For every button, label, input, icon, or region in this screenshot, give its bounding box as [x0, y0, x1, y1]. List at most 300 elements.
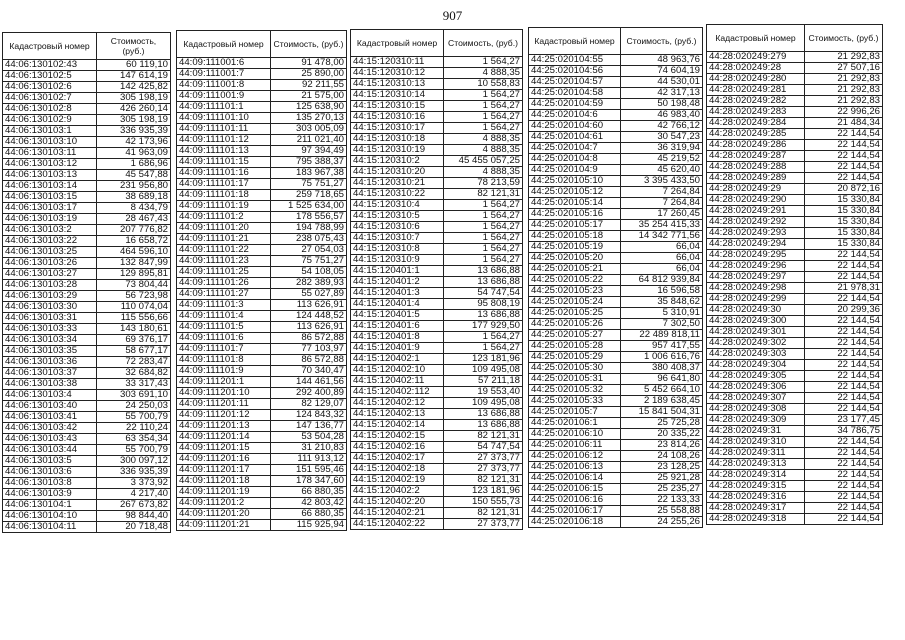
table-row	[351, 90, 523, 101]
table-row	[707, 481, 883, 492]
table-row	[707, 63, 883, 74]
table-row	[177, 509, 347, 520]
cost-value: 72 283,47	[97, 357, 171, 368]
table-row	[177, 212, 347, 223]
cadastral-number: 44:06:130103:4	[3, 390, 97, 401]
cost-value: 15 330,84	[805, 217, 883, 228]
table-row	[351, 211, 523, 222]
cadastral-number: 44:15:120310:20	[351, 167, 444, 178]
table-row	[351, 519, 523, 530]
cadastral-number: 44:28:020249:287	[707, 151, 805, 162]
cost-value: 82 129,07	[271, 399, 347, 410]
table-row	[707, 360, 883, 371]
cadastral-number: 44:15:120401:9	[351, 343, 444, 354]
cadastral-number: 44:15:120402:19	[351, 475, 444, 486]
table-row	[707, 349, 883, 360]
table-row	[529, 143, 703, 154]
table-row	[529, 385, 703, 396]
table-row	[707, 250, 883, 261]
cost-value: 22 144,54	[805, 492, 883, 503]
cost-value: 82 121,31	[444, 475, 523, 486]
table-row	[351, 189, 523, 200]
cost-value: 14 342 771,56	[621, 231, 703, 242]
cost-value: 66,04	[621, 242, 703, 253]
cadastral-number: 44:09:111201:1	[177, 377, 271, 388]
table-row	[707, 74, 883, 85]
cost-value: 64 812 939,84	[621, 275, 703, 286]
cost-value: 305 198,19	[97, 115, 171, 126]
table-row	[351, 68, 523, 79]
cadastral-number: 44:25:020106:11	[529, 440, 621, 451]
cost-value: 3 373,92	[97, 478, 171, 489]
cadastral-number: 44:15:120402:21	[351, 508, 444, 519]
cost-value: 22 144,54	[805, 459, 883, 470]
table-row	[177, 146, 347, 157]
table-row	[707, 492, 883, 503]
cost-value: 82 121,31	[444, 189, 523, 200]
table-row	[707, 404, 883, 415]
cadastral-number: 44:06:130103:40	[3, 401, 97, 412]
cost-value: 22 144,54	[805, 250, 883, 261]
cadastral-number: 44:28:020249:280	[707, 74, 805, 85]
table-row	[3, 258, 171, 269]
cost-value: 7 302,50	[621, 319, 703, 330]
cadastral-number: 44:15:120401:4	[351, 299, 444, 310]
table-row	[351, 508, 523, 519]
cost-value: 25 235,27	[621, 484, 703, 495]
cadastral-number: 44:25:020106:17	[529, 506, 621, 517]
cost-value: 28 467,43	[97, 214, 171, 225]
cadastral-number: 44:28:020249:316	[707, 492, 805, 503]
cost-value: 957 417,55	[621, 341, 703, 352]
table-row	[529, 330, 703, 341]
cost-value: 211 021,40	[271, 135, 347, 146]
table-row	[707, 294, 883, 305]
cost-value: 1 564,27	[444, 233, 523, 244]
cost-value: 27 373,77	[444, 519, 523, 530]
cost-value: 34 786,75	[805, 426, 883, 437]
table-row	[177, 190, 347, 201]
table-row	[177, 234, 347, 245]
cost-value: 22 996,26	[805, 107, 883, 118]
table-row	[177, 91, 347, 102]
cadastral-number: 44:06:130103:28	[3, 280, 97, 291]
table-row	[351, 244, 523, 255]
header-cadastral: Кадастровый номер	[351, 30, 444, 57]
cost-value: 109 495,08	[444, 398, 523, 409]
table-row	[177, 58, 347, 69]
cadastral-number: 44:09:111101:16	[177, 168, 271, 179]
table-row	[177, 135, 347, 146]
cadastral-number: 44:09:111201:11	[177, 399, 271, 410]
cadastral-number: 44:15:120310:16	[351, 112, 444, 123]
cadastral-number: 44:09:111101:12	[177, 135, 271, 146]
cadastral-number: 44:09:111201:10	[177, 388, 271, 399]
table-row	[177, 124, 347, 135]
cadastral-number: 44:09:111101:4	[177, 311, 271, 322]
cost-value: 45 455 057,25	[444, 156, 523, 167]
cost-value: 60 119,10	[97, 60, 171, 71]
table-row	[177, 168, 347, 179]
table-row	[351, 365, 523, 376]
table-row	[707, 107, 883, 118]
cost-value: 7 264,84	[621, 198, 703, 209]
table-row	[529, 473, 703, 484]
cost-value: 27 054,03	[271, 245, 347, 256]
cost-value: 25 921,28	[621, 473, 703, 484]
cost-value: 25 890,00	[271, 69, 347, 80]
cadastral-number: 44:25:020106:16	[529, 495, 621, 506]
cadastral-number: 44:25:020104:57	[529, 77, 621, 88]
table-row	[529, 176, 703, 187]
table-row	[529, 275, 703, 286]
header-cost: Стоимость, (руб.)	[805, 25, 883, 52]
table-row	[351, 475, 523, 486]
cost-value: 22 144,54	[805, 327, 883, 338]
cadastral-number: 44:06:130104:11	[3, 522, 97, 533]
table-row	[529, 99, 703, 110]
cadastral-number: 44:15:120402:1	[351, 354, 444, 365]
table-row	[177, 421, 347, 432]
cadastral-number: 44:09:111101:20	[177, 223, 271, 234]
table-row	[529, 429, 703, 440]
table-row	[707, 129, 883, 140]
cadastral-number: 44:25:020105:28	[529, 341, 621, 352]
table-row	[529, 253, 703, 264]
cost-value: 151 595,46	[271, 465, 347, 476]
cadastral-number: 44:06:130103:41	[3, 412, 97, 423]
cost-value: 73 804,44	[97, 280, 171, 291]
cadastral-number: 44:28:020249:290	[707, 195, 805, 206]
cost-value: 1 564,27	[444, 57, 523, 68]
cadastral-number: 44:15:120402:14	[351, 420, 444, 431]
cadastral-number: 44:25:020106:12	[529, 451, 621, 462]
table-row	[177, 69, 347, 80]
cadastral-number: 44:25:020104:59	[529, 99, 621, 110]
table-row	[351, 288, 523, 299]
cadastral-number: 44:28:020249:318	[707, 514, 805, 525]
table-row	[3, 93, 171, 104]
table-row	[3, 401, 171, 412]
cadastral-number: 44:28:020249:300	[707, 316, 805, 327]
cost-value: 22 144,54	[805, 173, 883, 184]
table-row	[529, 77, 703, 88]
table-row	[707, 448, 883, 459]
cadastral-number: 44:28:020249:309	[707, 415, 805, 426]
cost-value: 22 144,54	[805, 404, 883, 415]
cost-value: 123 181,96	[444, 354, 523, 365]
cost-value: 38 689,18	[97, 192, 171, 203]
cost-value: 124 843,32	[271, 410, 347, 421]
table-row	[177, 179, 347, 190]
cost-value: 78 213,59	[444, 178, 523, 189]
table-row	[177, 487, 347, 498]
table-row	[707, 52, 883, 63]
cadastral-number: 44:15:120310:14	[351, 90, 444, 101]
table-row	[707, 272, 883, 283]
cadastral-number: 44:09:111101:15	[177, 157, 271, 168]
cadastral-number: 44:25:020105:22	[529, 275, 621, 286]
table-row	[351, 112, 523, 123]
cadastral-number: 44:25:020104:58	[529, 88, 621, 99]
table-row	[3, 126, 171, 137]
cadastral-number: 44:28:020249:305	[707, 371, 805, 382]
cost-value: 22 144,54	[805, 129, 883, 140]
cadastral-number: 44:15:120401:2	[351, 277, 444, 288]
cadastral-number: 44:28:020249:284	[707, 118, 805, 129]
cost-value: 22 144,54	[805, 272, 883, 283]
table-row	[707, 195, 883, 206]
cost-value: 22 144,54	[805, 140, 883, 151]
cost-value: 300 097,12	[97, 456, 171, 467]
table-row	[3, 159, 171, 170]
table-row	[707, 228, 883, 239]
cadastral-number: 44:06:130103:22	[3, 236, 97, 247]
cadastral-number: 44:28:020249:317	[707, 503, 805, 514]
cadastral-number: 44:09:111001:6	[177, 58, 271, 69]
cost-value: 22 144,54	[805, 437, 883, 448]
table-row	[177, 454, 347, 465]
table-row	[3, 478, 171, 489]
cost-value: 143 180,61	[97, 324, 171, 335]
table-row	[3, 291, 171, 302]
cadastral-number: 44:06:130103:2	[3, 225, 97, 236]
table-row	[351, 79, 523, 90]
cadastral-number: 44:06:130102:6	[3, 82, 97, 93]
cadastral-number: 44:09:111101:8	[177, 355, 271, 366]
cadastral-number: 44:15:120310:9	[351, 255, 444, 266]
cadastral-number: 44:25:020105:30	[529, 363, 621, 374]
cadastral-number: 44:28:020249:286	[707, 140, 805, 151]
cadastral-number: 44:06:130103:35	[3, 346, 97, 357]
cadastral-number: 44:06:130104:1	[3, 500, 97, 511]
cost-value: 13 686,88	[444, 266, 523, 277]
cost-value: 36 319,94	[621, 143, 703, 154]
table-row	[177, 322, 347, 333]
cost-value: 303 691,10	[97, 390, 171, 401]
cadastral-number: 44:15:120310:8	[351, 244, 444, 255]
cadastral-number: 44:09:111201:19	[177, 487, 271, 498]
cost-value: 1 564,27	[444, 222, 523, 233]
cost-value: 4 888,35	[444, 167, 523, 178]
cost-value: 22 144,54	[805, 162, 883, 173]
cost-value: 56 723,98	[97, 291, 171, 302]
cadastral-number: 44:25:020104:8	[529, 154, 621, 165]
table-row	[351, 409, 523, 420]
cadastral-number: 44:09:111201:12	[177, 410, 271, 421]
table-row	[3, 346, 171, 357]
cadastral-number: 44:06:130103:42	[3, 423, 97, 434]
cadastral-number: 44:06:130102:5	[3, 71, 97, 82]
table-row	[351, 299, 523, 310]
cost-value: 22 489 818,11	[621, 330, 703, 341]
cost-value: 113 626,91	[271, 300, 347, 311]
cost-value: 17 260,45	[621, 209, 703, 220]
cost-value: 22 144,54	[805, 481, 883, 492]
cadastral-number: 44:15:120402:10	[351, 365, 444, 376]
cost-value: 22 144,54	[805, 371, 883, 382]
table-row	[529, 506, 703, 517]
table-row	[3, 324, 171, 335]
cost-value: 4 217,40	[97, 489, 171, 500]
cadastral-number: 44:15:120310:13	[351, 79, 444, 90]
table-row	[351, 145, 523, 156]
table-row	[529, 451, 703, 462]
table-row	[177, 410, 347, 421]
table-row	[529, 220, 703, 231]
cost-value: 13 686,88	[444, 409, 523, 420]
cost-value: 124 448,52	[271, 311, 347, 322]
cost-value: 1 686,96	[97, 159, 171, 170]
cadastral-number: 44:28:020249:307	[707, 393, 805, 404]
cadastral-number: 44:06:130103:14	[3, 181, 97, 192]
cost-value: 96 641,80	[621, 374, 703, 385]
cadastral-number: 44:06:130102:43	[3, 60, 97, 71]
cost-value: 53 504,28	[271, 432, 347, 443]
table-row	[529, 165, 703, 176]
table-row	[351, 178, 523, 189]
cadastral-number: 44:25:020105:26	[529, 319, 621, 330]
table-row	[3, 423, 171, 434]
cost-value: 54 747,54	[444, 288, 523, 299]
table-row	[351, 57, 523, 68]
cost-value: 44 530,01	[621, 77, 703, 88]
cadastral-number: 44:15:120310:7	[351, 233, 444, 244]
cost-value: 3 395 433,50	[621, 176, 703, 187]
cadastral-number: 44:28:020249:303	[707, 349, 805, 360]
table-row	[3, 357, 171, 368]
table-row	[3, 203, 171, 214]
table-row	[351, 310, 523, 321]
cost-value: 129 895,81	[97, 269, 171, 280]
cost-value: 66 880,35	[271, 487, 347, 498]
cost-value: 20 335,22	[621, 429, 703, 440]
cost-value: 23 128,25	[621, 462, 703, 473]
cost-value: 109 495,08	[444, 365, 523, 376]
cadastral-number: 44:15:120402:17	[351, 453, 444, 464]
table-row	[3, 71, 171, 82]
cost-value: 30 547,23	[621, 132, 703, 143]
cadastral-number: 44:15:120401:5	[351, 310, 444, 321]
cadastral-table-3	[350, 29, 523, 530]
table-row	[3, 137, 171, 148]
cost-value: 125 638,90	[271, 102, 347, 113]
table-row	[177, 344, 347, 355]
cost-value: 2 189 638,45	[621, 396, 703, 407]
table-row	[3, 489, 171, 500]
cadastral-number: 44:28:020249:311	[707, 448, 805, 459]
cadastral-number: 44:15:120310:17	[351, 123, 444, 134]
table-row	[177, 201, 347, 212]
cadastral-number: 44:09:111101:6	[177, 333, 271, 344]
table-row	[177, 245, 347, 256]
cadastral-number: 44:09:111101:2	[177, 212, 271, 223]
cost-value: 1 006 616,76	[621, 352, 703, 363]
cadastral-number: 44:06:130103:38	[3, 379, 97, 390]
cadastral-number: 44:15:120401:3	[351, 288, 444, 299]
table-row	[3, 269, 171, 280]
cadastral-number: 44:25:020104:9	[529, 165, 621, 176]
table-row	[529, 264, 703, 275]
table-row	[177, 476, 347, 487]
table-row	[707, 470, 883, 481]
cadastral-number: 44:09:111001:9	[177, 91, 271, 102]
cadastral-number: 44:06:130103:44	[3, 445, 97, 456]
cost-value: 57 211,18	[444, 376, 523, 387]
header-cadastral: Кадастровый номер	[529, 28, 621, 55]
cost-value: 259 718,65	[271, 190, 347, 201]
cadastral-number: 44:06:130102:7	[3, 93, 97, 104]
cadastral-number: 44:09:111101:23	[177, 256, 271, 267]
cadastral-number: 44:06:130102:8	[3, 104, 97, 115]
cost-value: 48 963,76	[621, 55, 703, 66]
cost-value: 1 564,27	[444, 244, 523, 255]
cost-value: 464 596,10	[97, 247, 171, 258]
table-row	[529, 440, 703, 451]
cost-value: 24 250,03	[97, 401, 171, 412]
cadastral-number: 44:06:130103:25	[3, 247, 97, 258]
cost-value: 15 330,84	[805, 239, 883, 250]
cost-value: 55 700,79	[97, 445, 171, 456]
cadastral-number: 44:09:111101:17	[177, 179, 271, 190]
cost-value: 35 254 415,33	[621, 220, 703, 231]
table-row	[177, 300, 347, 311]
cost-value: 4 888,35	[444, 134, 523, 145]
cost-value: 142 425,82	[97, 82, 171, 93]
table-row	[177, 256, 347, 267]
table-row	[3, 225, 171, 236]
cost-value: 183 967,38	[271, 168, 347, 179]
cost-value: 144 461,56	[271, 377, 347, 388]
cadastral-number: 44:28:020249:295	[707, 250, 805, 261]
cadastral-number: 44:06:130103:29	[3, 291, 97, 302]
table-row	[529, 242, 703, 253]
table-row	[3, 247, 171, 258]
cadastral-number: 44:25:020104:6	[529, 110, 621, 121]
table-row	[707, 415, 883, 426]
cadastral-number: 44:06:130103:27	[3, 269, 97, 280]
cadastral-number: 44:09:111201:2	[177, 498, 271, 509]
cost-value: 231 956,80	[97, 181, 171, 192]
table-row	[707, 173, 883, 184]
cost-value: 66 880,35	[271, 509, 347, 520]
cadastral-number: 44:06:130103:13	[3, 170, 97, 181]
cost-value: 267 673,82	[97, 500, 171, 511]
cadastral-number: 44:25:020105:10	[529, 176, 621, 187]
table-row	[529, 341, 703, 352]
table-row	[3, 236, 171, 247]
cadastral-number: 44:15:120401:8	[351, 332, 444, 343]
table-row	[351, 255, 523, 266]
cadastral-number: 44:25:020105:19	[529, 242, 621, 253]
cost-value: 1 564,27	[444, 343, 523, 354]
table-row	[351, 266, 523, 277]
table-row	[177, 289, 347, 300]
cadastral-number: 44:28:020249:306	[707, 382, 805, 393]
table-row	[177, 102, 347, 113]
table-row	[3, 379, 171, 390]
cost-value: 66,04	[621, 264, 703, 275]
cadastral-number: 44:06:130103:5	[3, 456, 97, 467]
cost-value: 91 478,00	[271, 58, 347, 69]
cost-value: 45 547,88	[97, 170, 171, 181]
cadastral-number: 44:25:020105:25	[529, 308, 621, 319]
table-row	[177, 443, 347, 454]
cadastral-number: 44:09:111101:10	[177, 113, 271, 124]
cadastral-number: 44:28:020249:302	[707, 338, 805, 349]
cost-value: 25 558,88	[621, 506, 703, 517]
cost-value: 1 564,27	[444, 255, 523, 266]
